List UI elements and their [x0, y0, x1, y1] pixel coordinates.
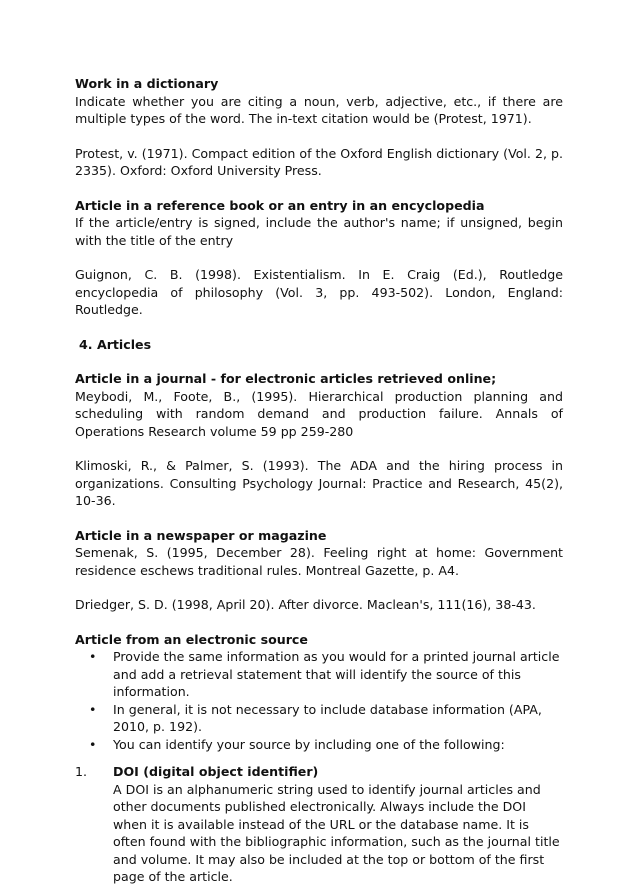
spacer: [75, 128, 563, 145]
numbered-item-doi: [75, 763, 563, 886]
list-item: [75, 701, 563, 736]
spacer: [75, 180, 563, 197]
reference-book-heading: Article in a reference book or an entry in an encyclopedia: [75, 197, 485, 213]
journal-heading: Article in a journal - for electronic articles retrieved online;: [75, 371, 497, 386]
bullet-text: Provide the same information as you would for a printed journal article and add a retrieval statement that will identify the source of this information.: [113, 649, 560, 699]
spacer: [75, 510, 563, 527]
section-number: 4.: [79, 336, 93, 352]
list-item: [75, 736, 563, 754]
bullet-text: You can identify your source by including one of the following:: [113, 736, 505, 752]
bullet-text: In general, it is not necessary to include database information (APA, 2010, p. 192).: [113, 701, 542, 734]
list-item: [75, 648, 563, 701]
reference-book-example: Guignon, C. B. (1998). Existentialism. In E. Craig (Ed.), Routledge encyclopedia of philosophy (Vol. 3, pp. 493-502). London, England: Routledge.: [75, 267, 563, 317]
spacer: [75, 440, 563, 457]
spacer: [75, 353, 563, 370]
section-heading-articles: [79, 336, 563, 354]
bullet-icon: •: [89, 736, 97, 752]
bullet-icon: •: [89, 649, 97, 664]
journal-example-2: Klimoski, R., & Palmer, S. (1993). The ADA and the hiring process in organizations. Consulting Psychology Journal: Practice and Research, 45(2), 10-36.: [75, 458, 563, 508]
document-page: [75, 75, 563, 886]
newspaper-example-1: Semenak, S. (1995, December 28). Feeling right at home: Government residence eschews traditional rules. Montreal Gazette, p. A4.: [75, 545, 563, 578]
bullet-icon: •: [89, 701, 97, 717]
item-body: A DOI is an alphanumeric string used to identify journal articles and other documents published electronically. Always include the DOI when it is available instead of the URL or the database name. It is often found with the bibliographic information, such as the journal title and volume. It may also be included at the top or bottom of the first page of the article.: [113, 781, 560, 884]
dictionary-heading: Work in a dictionary: [75, 76, 219, 91]
spacer: [75, 249, 563, 266]
item-title: DOI (digital object identifier): [113, 764, 319, 779]
electronic-bullet-list: [75, 648, 563, 753]
spacer: [75, 753, 563, 763]
reference-book-description: If the article/entry is signed, include the author's name; if unsigned, begin with the title of the entry: [75, 215, 563, 248]
newspaper-example-2: Driedger, S. D. (1998, April 20). After divorce. Maclean's, 111(16), 38-43.: [75, 597, 536, 612]
electronic-heading: Article from an electronic source: [75, 631, 308, 647]
section-title: Articles: [96, 336, 152, 352]
spacer: [75, 319, 563, 336]
spacer: [75, 579, 563, 596]
dictionary-example: Protest, v. (1971). Compact edition of the Oxford English dictionary (Vol. 2, p. 2335). Oxford: Oxford University Press.: [75, 145, 563, 178]
item-number: 1.: [75, 764, 88, 779]
journal-example-1: Meybodi, M., Foote, B., (1995). Hierarchical production planning and scheduling with random demand and production failure. Annals of Operations Research volume 59 pp 259-280: [75, 388, 563, 439]
spacer: [75, 614, 563, 631]
dictionary-description: Indicate whether you are citing a noun, verb, adjective, etc., if there are multiple types of the word. The in-text citation would be (Protest, 1971).: [75, 93, 563, 126]
newspaper-heading: Article in a newspaper or magazine: [75, 527, 327, 543]
